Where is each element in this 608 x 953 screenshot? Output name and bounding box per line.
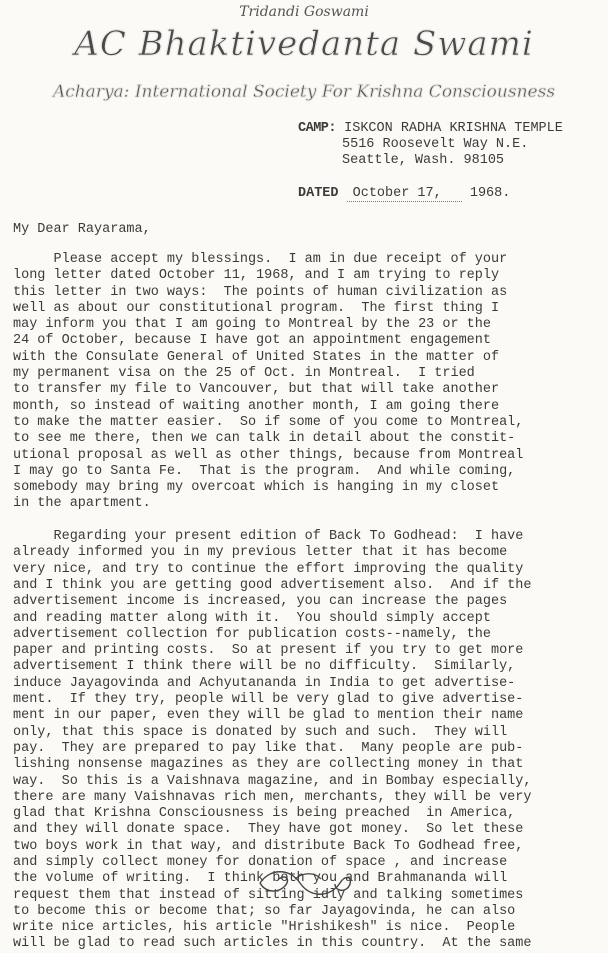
letter-body-line: this letter in two ways: The points of human civilization as xyxy=(13,284,508,300)
letter-body-line: already informed you in my previous letter that it has become xyxy=(13,545,508,561)
date-year: 1968. xyxy=(469,186,511,201)
letter-body-line: and they will donate space. They have got money. So let these xyxy=(13,822,524,838)
letter-body-line: there are many Vaishnavas rich men, merchants, they will be very xyxy=(13,789,532,805)
letter-body-line: my permanent visa on the 25 of Oct. in Montreal. I tried xyxy=(13,366,475,382)
letter-body-line: and I think you are getting good advertisement also. And if the xyxy=(13,577,532,593)
letter-body-line: well as about our constitutional program. The first thing I xyxy=(13,300,500,316)
letter-body-line: will be glad to read such articles in this country. At the same xyxy=(13,936,532,952)
letter-body-line: and simply collect money for donation of space , and increase xyxy=(13,854,508,870)
letter-body-line: utional proposal as well as other things, because from Montreal xyxy=(13,447,524,463)
letter-body-line: and reading matter along with it. You should simply accept xyxy=(13,610,491,626)
letter-body-line: to transfer my file to Vancouver, but that will take another xyxy=(13,382,500,398)
date-label: DATED xyxy=(298,186,339,201)
flourish-ornament xyxy=(255,866,355,900)
letter-body-line: long letter dated October 11, 1968, and I am trying to reply xyxy=(13,268,500,284)
letter-body-line: lishing nonsense magazines as they are collecting money in that xyxy=(13,757,524,773)
letter-body-line: advertisement I think there will be no difficulty. Similarly, xyxy=(13,659,516,675)
letter-body-line: in the apartment. xyxy=(13,496,151,512)
letter-body-line: two boys work in that way, and distribute Back To Godhead free, xyxy=(13,838,524,854)
letter-body-line: somebody may bring my overcoat which is hanging in my closet xyxy=(13,480,500,496)
letter-body-line: very nice, and try to continue the effort improving the quality xyxy=(13,561,524,577)
letter-body-line: paper and printing costs. So at present if you try to get more xyxy=(13,643,524,659)
letter-body-line: advertisement income is increased, you can increase the pages xyxy=(13,594,508,610)
letter-body-line: advertisement collection for publication costs--namely, the xyxy=(13,626,491,642)
letter-body-line: induce Jayagovinda and Achyutananda in India to get advertise- xyxy=(13,675,516,691)
date-value: October 17, xyxy=(347,186,462,202)
letter-body-line: write nice articles, his article "Hrishikesh" is nice. People xyxy=(13,920,516,936)
letterhead-title-small: Tridandi Goswami xyxy=(239,4,369,20)
letterhead-name: AC Bhaktivedanta Swami xyxy=(74,24,534,64)
date-line xyxy=(298,186,510,201)
letter-body-line: ment. If they try, people will be very glad to give advertise- xyxy=(13,692,524,708)
letter-body-line: may inform you that I am going to Montreal by the 23 or the xyxy=(13,317,491,333)
letter-body-line: Please accept my blessings. I am in due receipt of your xyxy=(13,252,508,267)
camp-label: CAMP: xyxy=(298,121,337,136)
letter-body-line: to see me there, then we can talk in detail about the constit- xyxy=(13,431,516,447)
letter-body-line: only, that this space is donated by such and such. They will xyxy=(13,724,508,740)
letter-body-line: 24 of October, because I have got an appointment engagement xyxy=(13,333,491,349)
letter-body-line: I may go to Santa Fe. That is the program. And while coming, xyxy=(13,463,516,479)
letter-body-line: to make the matter easier. So if some of you come to Montreal, xyxy=(13,414,524,430)
salutation: My Dear Rayarama, xyxy=(13,222,151,237)
camp-line-2: 5516 Roosevelt Way N.E. xyxy=(342,137,529,152)
letter-body-line: pay. They are prepared to pay like that. Many people are pub- xyxy=(13,740,524,756)
letter-body-line: to become this or become that; so far Jayagovinda, he can also xyxy=(13,903,516,919)
letter-body-line: glad that Krishna Consciousness is being preached in America, xyxy=(13,806,516,822)
letter-body-line: the volume of writing. I think both you and Brahmananda will xyxy=(13,871,508,887)
letterhead-subtitle: Acharya: International Society For Krishna Consciousness xyxy=(52,82,556,102)
letter-body-line: Regarding your present edition of Back To Godhead: I have xyxy=(13,529,524,545)
letter-body-line: with the Consulate General of United States in the matter of xyxy=(13,349,500,365)
letter-body-line: way. So this is a Vaishnava magazine, and in Bombay especially, xyxy=(13,773,532,789)
camp-address-block xyxy=(298,121,563,169)
letter-body-line: month, so instead of waiting another month, I am going there xyxy=(13,398,500,414)
letter-body-line: request them that instead of sitting idly and talking sometimes xyxy=(13,887,524,903)
letter-body-line: ment in our paper, even they will be glad to mention their name xyxy=(13,708,524,724)
camp-line-1: ISKCON RADHA KRISHNA TEMPLE xyxy=(344,121,563,136)
camp-line-3: Seattle, Wash. 98105 xyxy=(342,153,505,168)
letter-body xyxy=(13,252,603,953)
